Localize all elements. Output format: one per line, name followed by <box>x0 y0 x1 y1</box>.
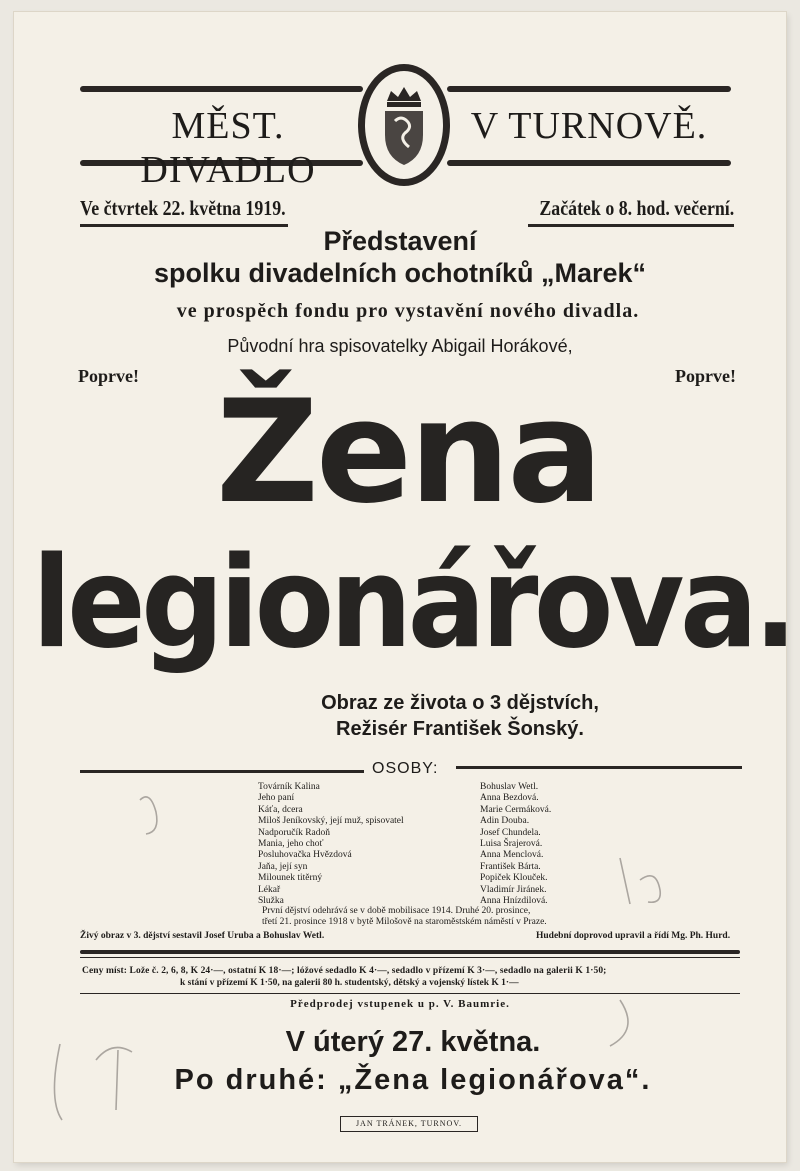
tableau-note: Živý obraz v 3. dějství sestavil Josef Uruba a Bohuslav Wetl. <box>80 931 325 941</box>
table-row <box>258 805 578 817</box>
header-rule-bottom-right <box>447 160 731 166</box>
cast-actor: Anna Menclová. <box>480 850 544 861</box>
theatre-name: MĚST. DIVADLO <box>140 105 316 191</box>
cast-role: Mania, jeho choť <box>258 839 324 849</box>
table-row <box>258 885 578 897</box>
cast-role: Jaňa, její syn <box>258 861 308 872</box>
setting-note-2: třetí 21. prosince 1918 v bytě Milošově na staroměstském náměstí v Praze. <box>262 917 547 927</box>
header-rule-top-right <box>447 86 731 92</box>
printer-mark: JAN TRÁNEK, TURNOV. <box>340 1116 478 1132</box>
start-time: Začátek o 8. hod. večerní. <box>539 196 734 220</box>
cast-role: Milounek titěrný <box>258 873 323 884</box>
cast-list <box>258 782 578 908</box>
cast-actor: František Bárta. <box>480 861 541 872</box>
cast-rule-right <box>456 766 742 769</box>
crest-frame <box>358 64 450 186</box>
play-title-line1: Žena <box>215 370 601 535</box>
cast-actor: Bohuslav Wetl. <box>480 782 539 792</box>
town-name: V TURNOVĚ. <box>470 105 708 147</box>
table-row <box>258 828 578 840</box>
intro-society: spolku divadelních ochotníků „Marek“ <box>153 258 647 288</box>
next-date: V úterý 27. května. <box>285 1026 541 1058</box>
cast-role: Jeho paní <box>258 793 295 804</box>
presale-note: Předprodej vstupenek u p. V. Baumrie. <box>290 998 510 1010</box>
table-row <box>258 850 578 862</box>
cast-actor: Marie Cermáková. <box>480 804 552 815</box>
prices-line-1: Ceny míst: Lože č. 2, 6, 8, K 24·—, ostatní K 18·—; lóžové sedadlo K 4·—, sedadlo v přízemí K 3·—, sedadlo na galerii K 1·50; <box>82 966 607 976</box>
cast-role: Služka <box>258 896 284 906</box>
table-row <box>258 839 578 851</box>
cast-actor: Popiček Klouček. <box>480 873 548 884</box>
intro-purpose: ve prospěch fondu pro vystavění nového divadla. <box>176 300 640 322</box>
prices-rule-top-thin <box>80 957 740 958</box>
cast-heading: OSOBY: <box>372 760 439 777</box>
performance-date: Ve čtvrtek 22. května 1919. <box>80 196 286 220</box>
play-title-line2: legionářova. <box>32 529 793 676</box>
setting-note-1: První dějství odehrává se v době mobilisace 1914. Druhé 20. prosince, <box>262 906 531 916</box>
city-crest-icon <box>365 71 443 179</box>
cast-role: Lékař <box>258 884 281 895</box>
cast-role: Káťa, dcera <box>258 804 303 815</box>
table-row <box>258 782 578 794</box>
cast-role: Miloš Jeníkovský, její muž, spisovatel <box>258 816 404 827</box>
intro-performance: Představení <box>323 226 477 256</box>
prices-rule-top <box>80 950 740 954</box>
cast-role: Továrník Kalina <box>258 782 320 792</box>
cast-actor: Anna Hnízdilová. <box>480 896 548 906</box>
cast-rule-left <box>80 770 364 773</box>
table-row <box>258 793 578 805</box>
play-genre: Obraz ze života o 3 dějstvích, <box>321 692 599 714</box>
cast-role: Nadporučík Radoň <box>258 827 331 838</box>
next-performance: Po druhé: „Žena legionářova“. <box>174 1064 652 1096</box>
poprve-left: Poprve! <box>78 366 139 386</box>
prices-line-2: k stání v přízemí K 1·50, na galerii 80 h. studentský, dětský a vojenský lístek K 1·— <box>180 978 519 988</box>
table-row <box>258 862 578 874</box>
header-rule-top-left <box>80 86 363 92</box>
music-note: Hudební doprovod upravil a řídí Mg. Ph. Hurd. <box>536 931 731 941</box>
cast-role: Posluhovačka Hvězdová <box>258 850 352 861</box>
poprve-right: Poprve! <box>675 366 736 386</box>
cast-actor: Luisa Šrajerová. <box>480 839 543 849</box>
play-director: Režisér František Šonský. <box>336 718 584 740</box>
cast-actor: Vladimír Jiránek. <box>480 884 547 895</box>
intro-author: Původní hra spisovatelky Abigail Horákové, <box>227 336 573 356</box>
cast-actor: Adin Douba. <box>480 816 530 827</box>
cast-actor: Anna Bezdová. <box>480 793 539 804</box>
table-row <box>258 873 578 885</box>
table-row <box>258 816 578 828</box>
prices-rule-bottom <box>80 993 740 994</box>
cast-actor: Josef Chundela. <box>480 827 541 838</box>
